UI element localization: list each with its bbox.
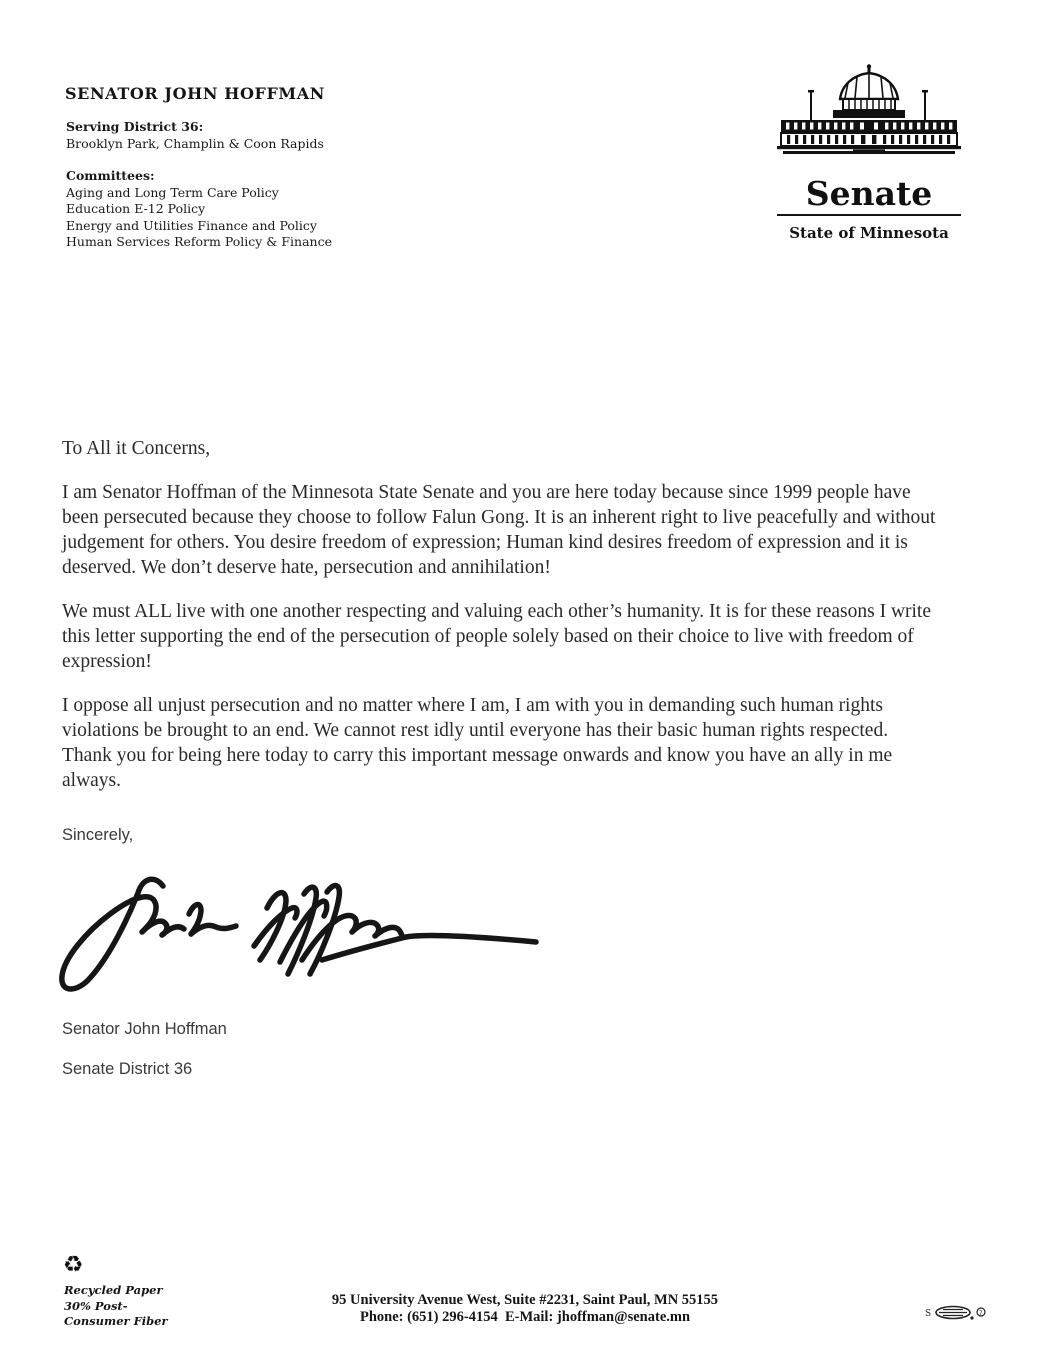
text-line: always. [62,770,122,791]
phone-value: (651) 296-4154 [407,1308,498,1325]
signer-name: Senator John Hoffman [62,1020,227,1038]
minnesota-capitol-icon [775,64,963,162]
senate-subtitle: State of Minnesota [789,224,949,242]
text-line: Thank you for being here today to carry this important message onwards and know you have an ally in me [62,745,893,766]
footer-contact-block [260,1292,790,1325]
signer-title: Senate District 36 [62,1060,193,1078]
recycled-paper-note [64,1283,168,1330]
letter-body [62,436,988,793]
closing: Sincerely, [62,826,134,844]
text-line: violations be brought to an end. We cannot rest idly until everyone has their basic human rights respected. [62,720,889,741]
senator-name: SENATOR JOHN HOFFMAN [65,84,325,103]
text-line: deserved. We don’t deserve hate, persecution and annihilation! [62,557,551,578]
serving-district-cities: Brooklyn Park, Champlin & Coon Rapids [66,135,324,151]
text-line: I am Senator Hoffman of the Minnesota State Senate and you are here today because since 1999 people have [62,482,911,503]
paragraph-3 [62,693,988,793]
handwritten-signature-icon [58,866,548,1006]
text-line: We must ALL live with one another respecting and valuing each other’s humanity. It is for these reasons I write [62,601,932,622]
text-line: judgement for others. You desire freedom of expression; Human kind desires freedom of expression and it is [62,532,908,553]
committee-item: Aging and Long Term Care Policy [66,184,279,200]
office-address: 95 University Avenue West, Suite #2231, Saint Paul, MN 55155 [331,1292,719,1308]
text-line: been persecuted because they choose to follow Falun Gong. It is an inherent right to live peacefully and without [62,507,936,528]
committee-item: Education E-12 Policy [66,201,206,216]
senate-wordmark: Senate [777,174,961,216]
salutation: To All it Concerns, [62,438,211,459]
recycled-line: 30% Post- [64,1298,128,1313]
paragraph-2 [62,599,988,674]
recycled-line: Recycled Paper [64,1283,163,1297]
text-line: expression! [62,651,152,672]
paragraph-1 [62,480,988,580]
recycle-icon: ♻ [63,1252,84,1278]
recycled-line: Consumer Fiber [64,1314,168,1328]
committees-label: Committees: [66,168,155,183]
svg-text:7: 7 [978,1310,983,1317]
text-line: this letter supporting the end of the persecution of people solely based on their choice to live with freedom of [62,626,914,647]
svg-text:S: S [925,1309,932,1319]
email-label: E-Mail: [504,1308,554,1325]
committee-item: Human Services Reform Policy & Finance [66,234,333,249]
phone-email-line [260,1309,790,1326]
serving-district-label: Serving District 36: [66,119,204,134]
email-value: jhoffman@senate.mn [556,1308,691,1325]
committee-item: Energy and Utilities Finance and Policy [66,217,317,233]
committees-block [66,168,332,251]
text-line: I oppose all unjust persecution and no matter where I am, I am with you in demanding such human rights [62,695,883,716]
serving-district-block [66,119,324,152]
phone-label: Phone: [359,1308,404,1325]
union-printers-label-icon [925,1303,989,1323]
